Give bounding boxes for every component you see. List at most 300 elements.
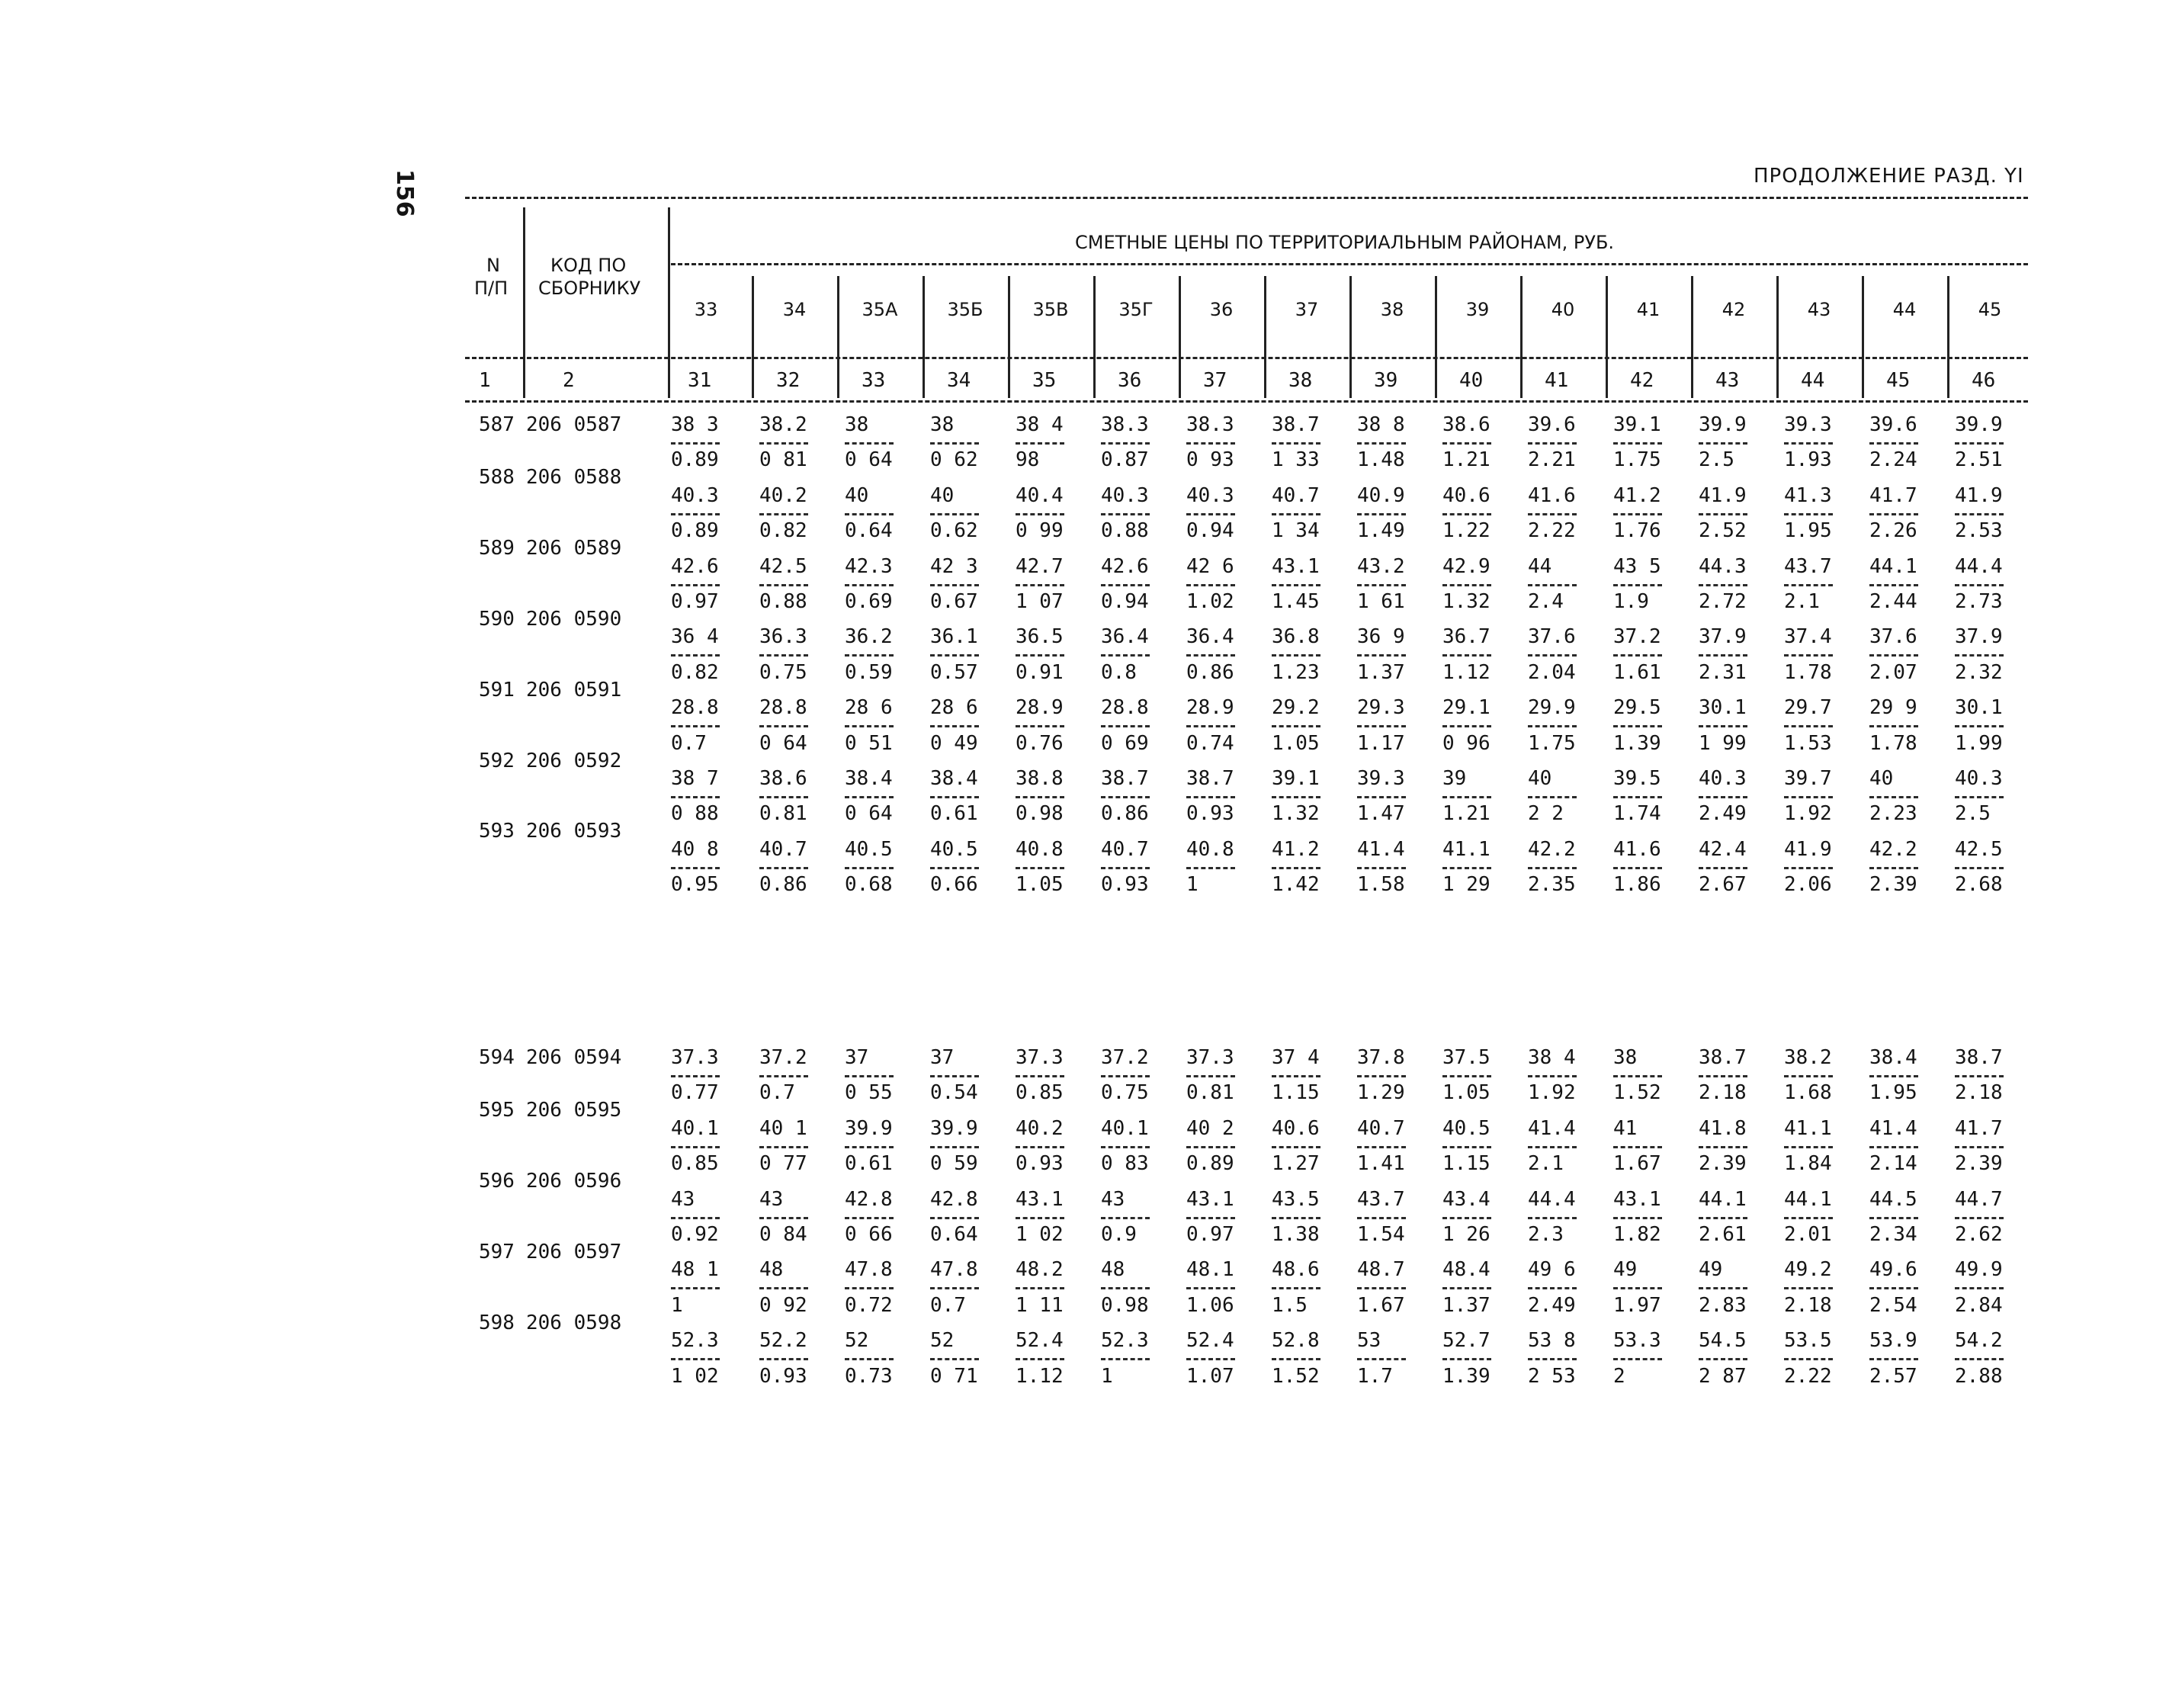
fraction-rule <box>671 1217 720 1219</box>
fraction-rule <box>1016 1358 1064 1360</box>
region-separator <box>1179 276 1181 398</box>
price-cell: 38.7 <box>1186 767 1234 790</box>
fraction-rule <box>671 1075 720 1077</box>
price-cell: 1.54 <box>1357 1223 1405 1246</box>
price-cell: 42.8 <box>845 1187 893 1211</box>
region-separator <box>1691 276 1693 398</box>
index-left-2: 2 <box>563 369 575 392</box>
fraction-rule <box>1186 1287 1235 1289</box>
row-number: 591 <box>479 678 515 702</box>
region-separator <box>1862 276 1864 398</box>
price-cell: 40.5 <box>845 837 893 861</box>
price-cell: 0.57 <box>930 660 978 684</box>
price-cell: 0.67 <box>930 590 978 613</box>
fraction-rule <box>1784 513 1833 515</box>
price-cell: 38.6 <box>1442 413 1490 436</box>
index-col: 44 <box>1801 369 1825 392</box>
fraction-rule <box>1528 867 1577 869</box>
fraction-rule <box>1784 1146 1833 1148</box>
price-cell: 0.89 <box>671 448 719 472</box>
price-cell: 44 <box>1528 554 1552 578</box>
fraction-rule <box>1869 796 1918 798</box>
fraction-rule <box>1101 725 1150 727</box>
fraction-rule <box>1442 796 1491 798</box>
price-cell: 43.1 <box>1016 1187 1064 1211</box>
price-cell: 41.1 <box>1784 1116 1832 1140</box>
fraction-rule <box>1955 442 2004 445</box>
price-cell: 44.1 <box>1699 1187 1747 1211</box>
price-cell: 0.59 <box>845 660 893 684</box>
fraction-rule <box>1186 584 1235 586</box>
price-cell: 1 34 <box>1272 519 1320 543</box>
price-cell: 2 87 <box>1699 1364 1747 1388</box>
price-cell: 1.75 <box>1528 731 1576 755</box>
row-code: 206 0592 <box>526 749 622 772</box>
row-number: 597 <box>479 1241 515 1263</box>
fraction-rule <box>1186 1075 1235 1077</box>
region-separator <box>837 276 839 398</box>
fraction-rule <box>1613 1075 1662 1077</box>
price-cell: 41.7 <box>1869 483 1917 507</box>
fraction-rule <box>1699 654 1747 657</box>
region-separator <box>1008 276 1010 398</box>
price-cell: 41.6 <box>1613 837 1661 861</box>
price-cell: 2.26 <box>1869 519 1917 543</box>
fraction-rule <box>845 1358 894 1360</box>
price-cell: 2.18 <box>1784 1293 1832 1317</box>
fraction-rule <box>1699 1287 1747 1289</box>
fraction-rule <box>1101 1146 1150 1148</box>
price-cell: 2.52 <box>1699 519 1747 543</box>
fraction-rule <box>1442 513 1491 515</box>
fraction-rule <box>930 1075 979 1077</box>
fraction-rule <box>759 1075 808 1077</box>
fraction-rule <box>1016 1217 1064 1219</box>
price-cell: 43 <box>759 1187 784 1211</box>
row-code: 206 0588 <box>526 466 622 490</box>
fraction-rule <box>1442 442 1491 445</box>
price-cell: 40.7 <box>1101 837 1149 861</box>
price-cell: 49.6 <box>1869 1258 1917 1282</box>
price-cell: 43.1 <box>1613 1187 1661 1211</box>
fraction-rule <box>1528 654 1577 657</box>
fraction-rule <box>845 1217 894 1219</box>
price-cell: 1.12 <box>1016 1364 1064 1388</box>
price-cell: 0.76 <box>1016 731 1064 755</box>
price-cell: 1.61 <box>1613 660 1661 684</box>
fraction-rule <box>845 1075 894 1077</box>
price-cell: 1.42 <box>1272 873 1320 897</box>
price-cell: 48.2 <box>1016 1258 1064 1282</box>
price-cell: 43 <box>1101 1187 1125 1211</box>
fraction-rule <box>1613 725 1662 727</box>
price-cell: 1.82 <box>1613 1223 1661 1246</box>
price-cell: 0.95 <box>671 873 719 897</box>
fraction-rule <box>1442 867 1491 869</box>
price-cell: 29 9 <box>1869 696 1917 720</box>
fraction-rule <box>1784 584 1833 586</box>
price-cell: 47.8 <box>845 1258 893 1282</box>
price-cell: 44.3 <box>1699 554 1747 578</box>
fraction-rule <box>1186 796 1235 798</box>
index-col: 35 <box>1032 369 1057 392</box>
price-cell: 0.62 <box>930 519 978 543</box>
price-cell: 38.2 <box>759 413 807 436</box>
price-cell: 1.95 <box>1784 519 1832 543</box>
price-cell: 40.8 <box>1186 837 1234 861</box>
fraction-rule <box>1955 584 2004 586</box>
fraction-rule <box>1101 867 1150 869</box>
price-cell: 43.2 <box>1357 554 1405 578</box>
price-cell: 49 <box>1613 1258 1638 1282</box>
row-number: 596 <box>479 1170 515 1193</box>
price-cell: 42 6 <box>1186 554 1234 578</box>
price-cell: 0 83 <box>1101 1152 1149 1176</box>
price-cell: 2.1 <box>1784 590 1820 613</box>
price-cell: 29.1 <box>1442 696 1490 720</box>
fraction-rule <box>1442 654 1491 657</box>
price-cell: 38.7 <box>1955 1046 2003 1069</box>
price-cell: 1.97 <box>1613 1293 1661 1317</box>
region-header: 35А <box>862 299 898 320</box>
price-cell: 1.37 <box>1357 660 1405 684</box>
price-cell: 0.61 <box>930 802 978 826</box>
fraction-rule <box>1186 1217 1235 1219</box>
price-cell: 28 6 <box>930 696 978 720</box>
price-cell: 2.32 <box>1955 660 2003 684</box>
price-cell: 43 5 <box>1613 554 1661 578</box>
price-cell: 0.89 <box>1186 1152 1234 1176</box>
region-header: 45 <box>1978 299 2002 320</box>
price-cell: 41.4 <box>1869 1116 1917 1140</box>
index-col: 45 <box>1886 369 1911 392</box>
fraction-rule <box>1528 1358 1577 1360</box>
index-col: 36 <box>1118 369 1142 392</box>
price-cell: 41.7 <box>1955 1116 2003 1140</box>
price-cell: 1.23 <box>1272 660 1320 684</box>
price-cell: 37.6 <box>1869 625 1917 649</box>
fraction-rule <box>1272 867 1320 869</box>
price-cell: 1.27 <box>1272 1152 1320 1176</box>
fraction-rule <box>1442 584 1491 586</box>
price-cell: 0.75 <box>1101 1081 1149 1105</box>
region-separator <box>1093 276 1096 398</box>
price-cell: 2.5 <box>1699 448 1734 472</box>
price-cell: 0 92 <box>759 1293 807 1317</box>
price-cell: 2.18 <box>1955 1081 2003 1105</box>
fraction-rule <box>1528 1075 1577 1077</box>
fraction-rule <box>1869 584 1918 586</box>
fraction-rule <box>1869 513 1918 515</box>
price-cell: 30.1 <box>1699 696 1747 720</box>
price-cell: 0.85 <box>1016 1081 1064 1105</box>
fraction-rule <box>1101 584 1150 586</box>
price-cell: 40.6 <box>1272 1116 1320 1140</box>
price-cell: 49.2 <box>1784 1258 1832 1282</box>
price-cell: 48.7 <box>1357 1258 1405 1282</box>
col-num-header: N <box>486 255 500 276</box>
price-cell: 40.3 <box>1699 767 1747 790</box>
price-cell: 29.7 <box>1784 696 1832 720</box>
price-cell: 0 81 <box>759 448 807 472</box>
price-cell: 40.3 <box>1186 483 1234 507</box>
price-cell: 2.68 <box>1955 873 2003 897</box>
price-cell: 2 <box>1613 1364 1625 1388</box>
region-header: 43 <box>1807 299 1831 320</box>
row-number: 590 <box>479 608 515 631</box>
price-cell: 37 <box>930 1046 955 1069</box>
price-cell: 0 93 <box>1186 448 1234 472</box>
price-cell: 1.78 <box>1784 660 1832 684</box>
price-cell: 1.68 <box>1784 1081 1832 1105</box>
price-cell: 0.86 <box>759 873 807 897</box>
price-cell: 0 62 <box>930 448 978 472</box>
price-cell: 38.8 <box>1016 767 1064 790</box>
fraction-rule <box>671 654 720 657</box>
price-cell: 0.69 <box>845 590 893 613</box>
fraction-rule <box>1784 1075 1833 1077</box>
price-cell: 40 <box>1869 767 1894 790</box>
price-cell: 1 <box>671 1293 683 1317</box>
price-cell: 2.39 <box>1955 1152 2003 1176</box>
col-code-header: КОД ПО <box>550 255 627 276</box>
fraction-rule <box>1613 442 1662 445</box>
row-code: 206 0589 <box>526 537 622 560</box>
region-header: 39 <box>1465 299 1490 320</box>
price-cell: 1 61 <box>1357 590 1405 613</box>
price-cell: 40 <box>845 483 869 507</box>
fraction-rule <box>671 513 720 515</box>
price-cell: 0.94 <box>1101 590 1149 613</box>
price-cell: 2 53 <box>1528 1364 1576 1388</box>
price-cell: 1.7 <box>1357 1364 1393 1388</box>
fraction-rule <box>1613 796 1662 798</box>
price-cell: 52.7 <box>1442 1329 1490 1353</box>
fraction-rule <box>1016 1287 1064 1289</box>
price-cell: 52.4 <box>1186 1329 1234 1353</box>
price-cell: 30.1 <box>1955 696 2003 720</box>
price-cell: 1.39 <box>1442 1364 1490 1388</box>
region-header: 35В <box>1032 299 1069 320</box>
fraction-rule <box>1784 796 1833 798</box>
price-cell: 37.4 <box>1784 625 1832 649</box>
region-header: 40 <box>1551 299 1575 320</box>
fraction-rule <box>845 584 894 586</box>
fraction-rule <box>1613 1217 1662 1219</box>
fraction-rule <box>1528 442 1577 445</box>
price-cell: 40.1 <box>1101 1116 1149 1140</box>
price-cell: 38 7 <box>671 767 719 790</box>
fraction-rule <box>845 654 894 657</box>
price-cell: 44.7 <box>1955 1187 2003 1211</box>
price-cell: 42.7 <box>1016 554 1064 578</box>
fraction-rule <box>1357 654 1406 657</box>
fraction-rule <box>1357 513 1406 515</box>
price-cell: 40.3 <box>1101 483 1149 507</box>
price-cell: 2.34 <box>1869 1223 1917 1246</box>
price-cell: 0.85 <box>671 1152 719 1176</box>
fraction-rule <box>1528 725 1577 727</box>
price-cell: 2.31 <box>1699 660 1747 684</box>
price-cell: 42.5 <box>759 554 807 578</box>
price-cell: 41.9 <box>1955 483 2003 507</box>
row-code: 206 0591 <box>526 678 622 702</box>
fraction-rule <box>1186 1358 1235 1360</box>
fraction-rule <box>1357 796 1406 798</box>
region-header: 34 <box>782 299 807 320</box>
fraction-rule <box>1955 1358 2004 1360</box>
price-cell: 39.3 <box>1784 413 1832 436</box>
price-cell: 43.7 <box>1357 1187 1405 1211</box>
price-cell: 41.2 <box>1272 837 1320 861</box>
row-number: 595 <box>479 1099 515 1122</box>
price-cell: 42.2 <box>1869 837 1917 861</box>
price-cell: 0.73 <box>845 1364 893 1388</box>
fraction-rule <box>1784 1217 1833 1219</box>
price-cell: 29.9 <box>1528 696 1576 720</box>
fraction-rule <box>759 796 808 798</box>
fraction-rule <box>1016 1146 1064 1148</box>
price-cell: 39.5 <box>1613 767 1661 790</box>
price-cell: 40.7 <box>759 837 807 861</box>
fraction-rule <box>1699 1075 1747 1077</box>
price-cell: 38.4 <box>930 767 978 790</box>
price-cell: 39.9 <box>1699 413 1747 436</box>
price-cell: 1 99 <box>1699 731 1747 755</box>
index-col: 41 <box>1545 369 1569 392</box>
region-header: 36 <box>1209 299 1234 320</box>
fraction-rule <box>1699 584 1747 586</box>
price-cell: 40.4 <box>1016 483 1064 507</box>
price-cell: 48 <box>1101 1258 1125 1282</box>
fraction-rule <box>1101 1358 1150 1360</box>
price-cell: 40.9 <box>1357 483 1405 507</box>
fraction-rule <box>1442 1287 1491 1289</box>
price-cell: 0 55 <box>845 1081 893 1105</box>
price-cell: 53.3 <box>1613 1329 1661 1353</box>
price-cell: 39.9 <box>845 1116 893 1140</box>
index-col: 37 <box>1203 369 1227 392</box>
price-cell: 1 02 <box>1016 1223 1064 1246</box>
price-cell: 1.74 <box>1613 802 1661 826</box>
price-cell: 0.86 <box>1101 802 1149 826</box>
fraction-rule <box>1101 1217 1150 1219</box>
price-cell: 37.8 <box>1357 1046 1405 1069</box>
price-cell: 0 96 <box>1442 731 1490 755</box>
fraction-rule <box>1272 1358 1320 1360</box>
price-cell: 0.77 <box>671 1081 719 1105</box>
price-cell: 1.5 <box>1272 1293 1308 1317</box>
row-code: 206 0596 <box>526 1170 622 1193</box>
price-cell: 2 2 <box>1528 802 1564 826</box>
price-cell: 1.17 <box>1357 731 1405 755</box>
price-cell: 38 8 <box>1357 413 1405 436</box>
fraction-rule <box>1016 513 1064 515</box>
price-cell: 1.15 <box>1272 1081 1320 1105</box>
fraction-rule <box>1784 654 1833 657</box>
price-cell: 1.52 <box>1272 1364 1320 1388</box>
region-header: 44 <box>1892 299 1917 320</box>
price-cell: 28 6 <box>845 696 893 720</box>
price-cell: 40.5 <box>930 837 978 861</box>
price-cell: 38.2 <box>1784 1046 1832 1069</box>
price-cell: 1.47 <box>1357 802 1405 826</box>
price-cell: 0 49 <box>930 731 978 755</box>
page-number: 156 <box>391 169 418 217</box>
price-cell: 37.2 <box>759 1046 807 1069</box>
price-cell: 44.1 <box>1869 554 1917 578</box>
fraction-rule <box>1016 584 1064 586</box>
row-number: 592 <box>479 749 515 772</box>
fraction-rule <box>1869 442 1918 445</box>
price-cell: 0.72 <box>845 1293 893 1317</box>
price-cell: 1 <box>1101 1364 1113 1388</box>
fraction-rule <box>1699 1146 1747 1148</box>
fraction-rule <box>1272 442 1320 445</box>
price-cell: 2.07 <box>1869 660 1917 684</box>
price-cell: 1.78 <box>1869 731 1917 755</box>
price-cell: 52.3 <box>671 1329 719 1353</box>
fraction-rule <box>1357 1075 1406 1077</box>
fraction-rule <box>759 1217 808 1219</box>
fraction-rule <box>1101 1287 1150 1289</box>
fraction-rule <box>1272 725 1320 727</box>
price-cell: 38.6 <box>759 767 807 790</box>
header-top-rule <box>465 197 2028 199</box>
price-cell: 48 1 <box>671 1258 719 1282</box>
fraction-rule <box>1016 796 1064 798</box>
price-cell: 39.9 <box>1955 413 2003 436</box>
fraction-rule <box>759 654 808 657</box>
price-cell: 0.7 <box>671 731 707 755</box>
header-title-rule <box>671 263 2028 265</box>
price-cell: 2.01 <box>1784 1223 1832 1246</box>
price-cell: 0.74 <box>1186 731 1234 755</box>
fraction-rule <box>1955 725 2004 727</box>
fraction-rule <box>1357 867 1406 869</box>
price-cell: 1.86 <box>1613 873 1661 897</box>
price-cell: 2.72 <box>1699 590 1747 613</box>
price-cell: 1.76 <box>1613 519 1661 543</box>
index-left-1: 1 <box>479 369 491 392</box>
index-col: 39 <box>1374 369 1398 392</box>
price-cell: 36.5 <box>1016 625 1064 649</box>
price-cell: 40 8 <box>671 837 719 861</box>
fraction-rule <box>1016 442 1064 445</box>
price-cell: 39.3 <box>1357 767 1405 790</box>
price-cell: 1.67 <box>1613 1152 1661 1176</box>
price-cell: 41.1 <box>1442 837 1490 861</box>
price-cell: 39.1 <box>1272 767 1320 790</box>
price-cell: 53.5 <box>1784 1329 1832 1353</box>
prices-title: СМЕТНЫЕ ЦЕНЫ ПО ТЕРРИТОРИАЛЬНЫМ РАЙОНАМ, РУБ. <box>1075 232 1615 253</box>
price-cell: 1.45 <box>1272 590 1320 613</box>
fraction-rule <box>930 1146 979 1148</box>
fraction-rule <box>1186 513 1235 515</box>
fraction-rule <box>1613 1287 1662 1289</box>
index-col: 31 <box>688 369 712 392</box>
price-cell: 42.3 <box>845 554 893 578</box>
price-cell: 2.49 <box>1699 802 1747 826</box>
fraction-rule <box>1016 725 1064 727</box>
fraction-rule <box>845 513 894 515</box>
price-cell: 40.2 <box>1016 1116 1064 1140</box>
fraction-rule <box>1784 442 1833 445</box>
fraction-rule <box>1784 1358 1833 1360</box>
fraction-rule <box>1955 1146 2004 1148</box>
price-cell: 40 1 <box>759 1116 807 1140</box>
fraction-rule <box>930 1358 979 1360</box>
